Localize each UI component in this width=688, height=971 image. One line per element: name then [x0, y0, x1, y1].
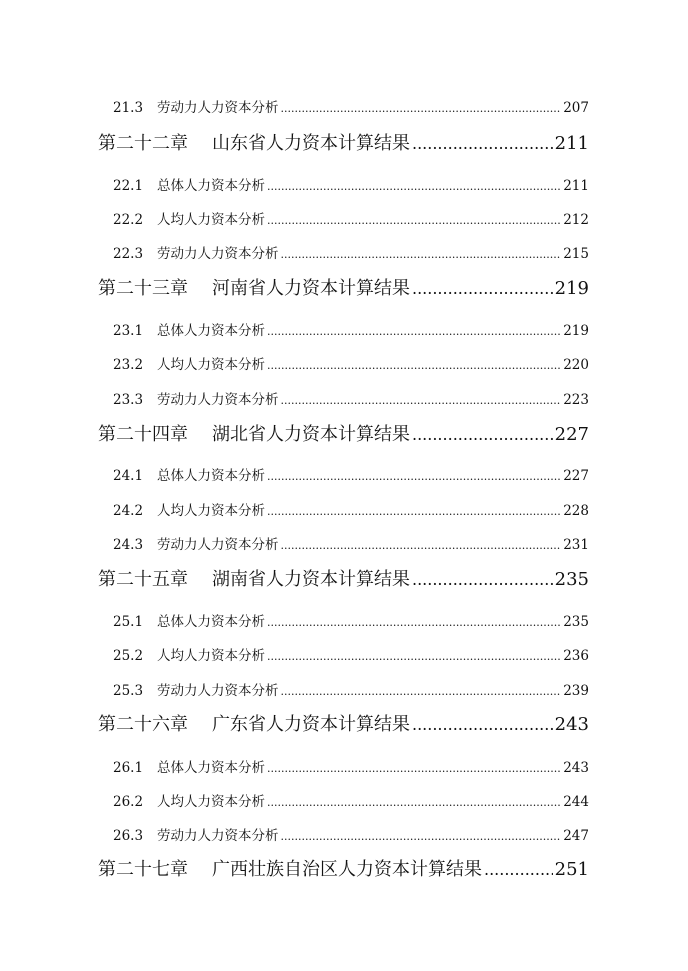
toc-section-entry[interactable] [113, 756, 589, 776]
chapter-title: 山东省人力资本计算结果 [212, 133, 410, 154]
page-number: 235 [554, 569, 589, 590]
section-title: 总体人力资本分析 [157, 178, 265, 194]
dot-leader [267, 470, 561, 483]
dot-leader [267, 762, 561, 775]
toc-section-entry[interactable] [113, 679, 589, 699]
dot-leader [281, 539, 562, 552]
dot-leader [267, 796, 561, 809]
toc-section-entry[interactable] [113, 208, 589, 228]
section-number: 24.3 [113, 537, 144, 553]
section-title: 劳动力人力资本分析 [157, 392, 279, 408]
section-number: 22.1 [113, 178, 144, 194]
section-number: 25.3 [113, 683, 144, 699]
chapter-title: 湖南省人力资本计算结果 [212, 569, 410, 590]
chapter-number: 第二十三章 [98, 278, 188, 299]
section-title: 总体人力资本分析 [157, 468, 265, 484]
dot-leader [267, 650, 561, 663]
page-number: 235 [563, 614, 589, 630]
section-number: 24.1 [113, 468, 144, 484]
section-number: 25.1 [113, 614, 144, 630]
dot-leader [281, 248, 562, 261]
section-title: 总体人力资本分析 [157, 614, 265, 630]
page-number: 244 [563, 794, 589, 810]
page-number: 247 [563, 828, 589, 844]
dot-leader [267, 505, 561, 518]
chapter-number: 第二十六章 [98, 714, 188, 735]
dot-leader [281, 830, 562, 843]
section-number: 26.1 [113, 760, 144, 776]
page-number: 228 [563, 503, 589, 519]
toc-section-entry[interactable] [113, 174, 589, 194]
dot-leader [281, 394, 562, 407]
section-title: 人均人力资本分析 [157, 794, 265, 810]
page-number: 231 [563, 537, 589, 553]
page-number: 215 [563, 246, 589, 262]
toc-section-entry[interactable] [113, 96, 589, 116]
dot-leader [267, 180, 561, 193]
section-title: 劳动力人力资本分析 [157, 246, 279, 262]
toc-section-entry[interactable] [113, 610, 589, 630]
toc-section-entry[interactable] [113, 353, 589, 373]
chapter-title: 广东省人力资本计算结果 [212, 714, 410, 735]
dot-leader [281, 102, 562, 115]
dot-leader [412, 425, 553, 444]
section-number: 26.2 [113, 794, 144, 810]
toc-chapter-entry[interactable] [98, 855, 589, 881]
section-title: 总体人力资本分析 [157, 760, 265, 776]
toc-chapter-entry[interactable] [98, 274, 589, 300]
toc-section-entry[interactable] [113, 824, 589, 844]
section-number: 26.3 [113, 828, 144, 844]
chapter-number: 第二十四章 [98, 424, 188, 445]
dot-leader [412, 570, 553, 589]
dot-leader [267, 359, 561, 372]
toc-chapter-entry[interactable] [98, 420, 589, 446]
dot-leader [281, 685, 562, 698]
page-number: 236 [563, 648, 589, 664]
page-number: 251 [554, 859, 589, 880]
section-number: 23.1 [113, 323, 144, 339]
page-number: 239 [563, 683, 589, 699]
dot-leader [267, 616, 561, 629]
section-title: 劳动力人力资本分析 [157, 100, 279, 116]
toc-section-entry[interactable] [113, 533, 589, 553]
chapter-title: 广西壮族自治区人力资本计算结果 [212, 859, 482, 880]
section-number: 22.2 [113, 212, 144, 228]
toc-section-entry[interactable] [113, 319, 589, 339]
section-title: 人均人力资本分析 [157, 648, 265, 664]
section-title: 人均人力资本分析 [157, 357, 265, 373]
page-number: 211 [554, 133, 589, 154]
section-number: 24.2 [113, 503, 144, 519]
toc-section-entry[interactable] [113, 388, 589, 408]
toc-section-entry[interactable] [113, 464, 589, 484]
dot-leader [412, 715, 553, 734]
page-number: 227 [554, 424, 589, 445]
toc-chapter-entry[interactable] [98, 565, 589, 591]
page-number: 223 [563, 392, 589, 408]
section-title: 劳动力人力资本分析 [157, 828, 279, 844]
toc-section-entry[interactable] [113, 499, 589, 519]
dot-leader [412, 279, 553, 298]
page-number: 207 [563, 100, 589, 116]
section-title: 人均人力资本分析 [157, 503, 265, 519]
section-title: 劳动力人力资本分析 [157, 683, 279, 699]
section-number: 21.3 [113, 100, 144, 116]
dot-leader [267, 214, 561, 227]
section-number: 23.2 [113, 357, 144, 373]
page-number: 227 [563, 468, 589, 484]
toc-chapter-entry[interactable] [98, 710, 589, 736]
toc-chapter-entry[interactable] [98, 129, 589, 155]
section-title: 总体人力资本分析 [157, 323, 265, 339]
page-number: 219 [554, 278, 589, 299]
dot-leader [267, 325, 561, 338]
dot-leader [484, 860, 553, 879]
toc-section-entry[interactable] [113, 790, 589, 810]
page-number: 211 [563, 178, 589, 194]
dot-leader [412, 134, 553, 153]
page-number: 212 [563, 212, 589, 228]
section-title: 劳动力人力资本分析 [157, 537, 279, 553]
page-number: 243 [554, 714, 589, 735]
page-number: 219 [563, 323, 589, 339]
page-number: 243 [563, 760, 589, 776]
chapter-title: 河南省人力资本计算结果 [212, 278, 410, 299]
section-number: 23.3 [113, 392, 144, 408]
section-number: 22.3 [113, 246, 144, 262]
page-number: 220 [563, 357, 589, 373]
chapter-title: 湖北省人力资本计算结果 [212, 424, 410, 445]
toc-section-entry[interactable] [113, 242, 589, 262]
chapter-number: 第二十二章 [98, 133, 188, 154]
chapter-number: 第二十五章 [98, 569, 188, 590]
section-title: 人均人力资本分析 [157, 212, 265, 228]
toc-section-entry[interactable] [113, 644, 589, 664]
chapter-number: 第二十七章 [98, 859, 188, 880]
section-number: 25.2 [113, 648, 144, 664]
